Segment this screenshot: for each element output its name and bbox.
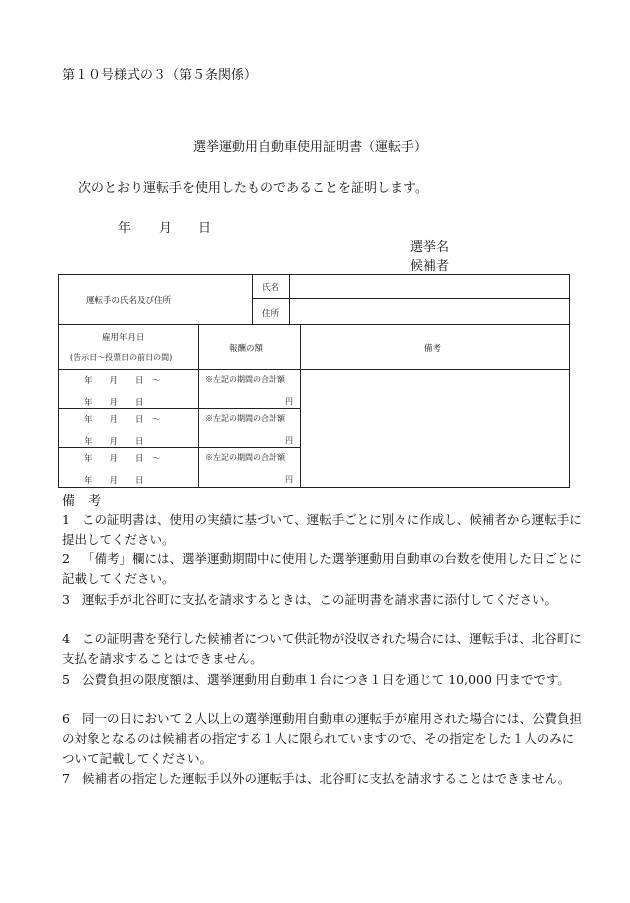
note-item-5 (62, 670, 582, 690)
note-text: 運転手が北谷町に支払を請求するときは、この証明書を請求書に添付してください。 (82, 592, 558, 607)
row3-to-date: 年 月 日 (84, 476, 144, 486)
note-text: 「備考」欄には、選挙運動期間中に使用した選挙運動用自動車の台数を使用した日ごとに記載してください。 (62, 551, 583, 586)
note-number: 3 (62, 592, 70, 607)
note-text: この証明書を発行した候補者について供託物が没収された場合には、運転手は、北谷町に支払を請求することはできません。 (62, 631, 582, 666)
row1-to-date: 年 月 日 (84, 398, 144, 408)
note-item-3 (62, 590, 582, 610)
date-year: 年 (118, 221, 132, 236)
note-item-4 (62, 629, 582, 669)
note-number: 4 (62, 631, 70, 646)
row2-yen: 円 (285, 436, 293, 445)
note-item-1 (62, 510, 582, 550)
employment-header: 雇用年月日 (102, 333, 145, 343)
date-day: 日 (198, 221, 212, 236)
form-number: 第１０号様式の３（第５条関係） (62, 68, 258, 83)
note-text: 同一の日において２人以上の選挙運動用自動車の運転手が雇用された場合には、公費負担の対象となるのは候補者の指定する１人に限られていますので、その指定をした１人のみについて記載してください。 (62, 711, 583, 766)
note-number: 5 (62, 672, 70, 687)
candidate-label: 候補者 (410, 259, 450, 274)
intro-text: 次のとおり運転手を使用したものであることを証明します。 (78, 181, 428, 196)
row1-yen: 円 (285, 397, 293, 406)
row2-to-date: 年 月 日 (84, 437, 144, 447)
note-number: 1 (62, 512, 70, 527)
note-text: 候補者の指定した運転手以外の運転手は、北谷町に支払を請求することはできません。 (82, 771, 571, 786)
note-text: この証明書は、使用の実績に基づいて、運転手ごとに別々に作成し、候補者から運転手に提出してください。 (62, 512, 582, 547)
note-text: 公費負担の限度額は、選挙運動用自動車１台につき１日を通じて 10,000 円までです。 (82, 672, 570, 687)
address-label: 住所 (262, 309, 280, 319)
note-number: 6 (62, 711, 70, 726)
row2-from-date: 年 月 日 ～ (84, 415, 161, 425)
note-number: 2 (62, 551, 70, 566)
date-month: 月 (159, 221, 173, 236)
driver-label: 運転手の氏名及び住所 (86, 296, 172, 306)
note-number: 7 (62, 771, 70, 786)
row3-yen: 円 (285, 475, 293, 484)
row1-from-date: 年 月 日 ～ (84, 376, 161, 386)
employment-subheader: (告示日～投票日の前日の間) (70, 353, 173, 362)
election-name-label: 選挙名 (410, 240, 450, 255)
document-title: 選挙運動用自動車使用証明書（運転手） (193, 140, 428, 155)
row3-from-date: 年 月 日 ～ (84, 454, 161, 464)
notes-heading: 備 考 (62, 494, 102, 509)
remarks-header: 備考 (424, 344, 442, 354)
name-field[interactable] (290, 276, 568, 297)
note-item-7 (62, 769, 582, 789)
note-item-2 (62, 549, 582, 589)
row2-pay-note: ※左記の期間の合計額 (205, 414, 285, 423)
note-item-6 (62, 709, 582, 769)
name-label: 氏名 (262, 283, 280, 293)
pay-header: 報酬の額 (229, 344, 264, 354)
row1-pay-note: ※左記の期間の合計額 (205, 375, 285, 384)
row3-pay-note: ※左記の期間の合計額 (205, 453, 285, 462)
address-field[interactable] (290, 300, 568, 323)
